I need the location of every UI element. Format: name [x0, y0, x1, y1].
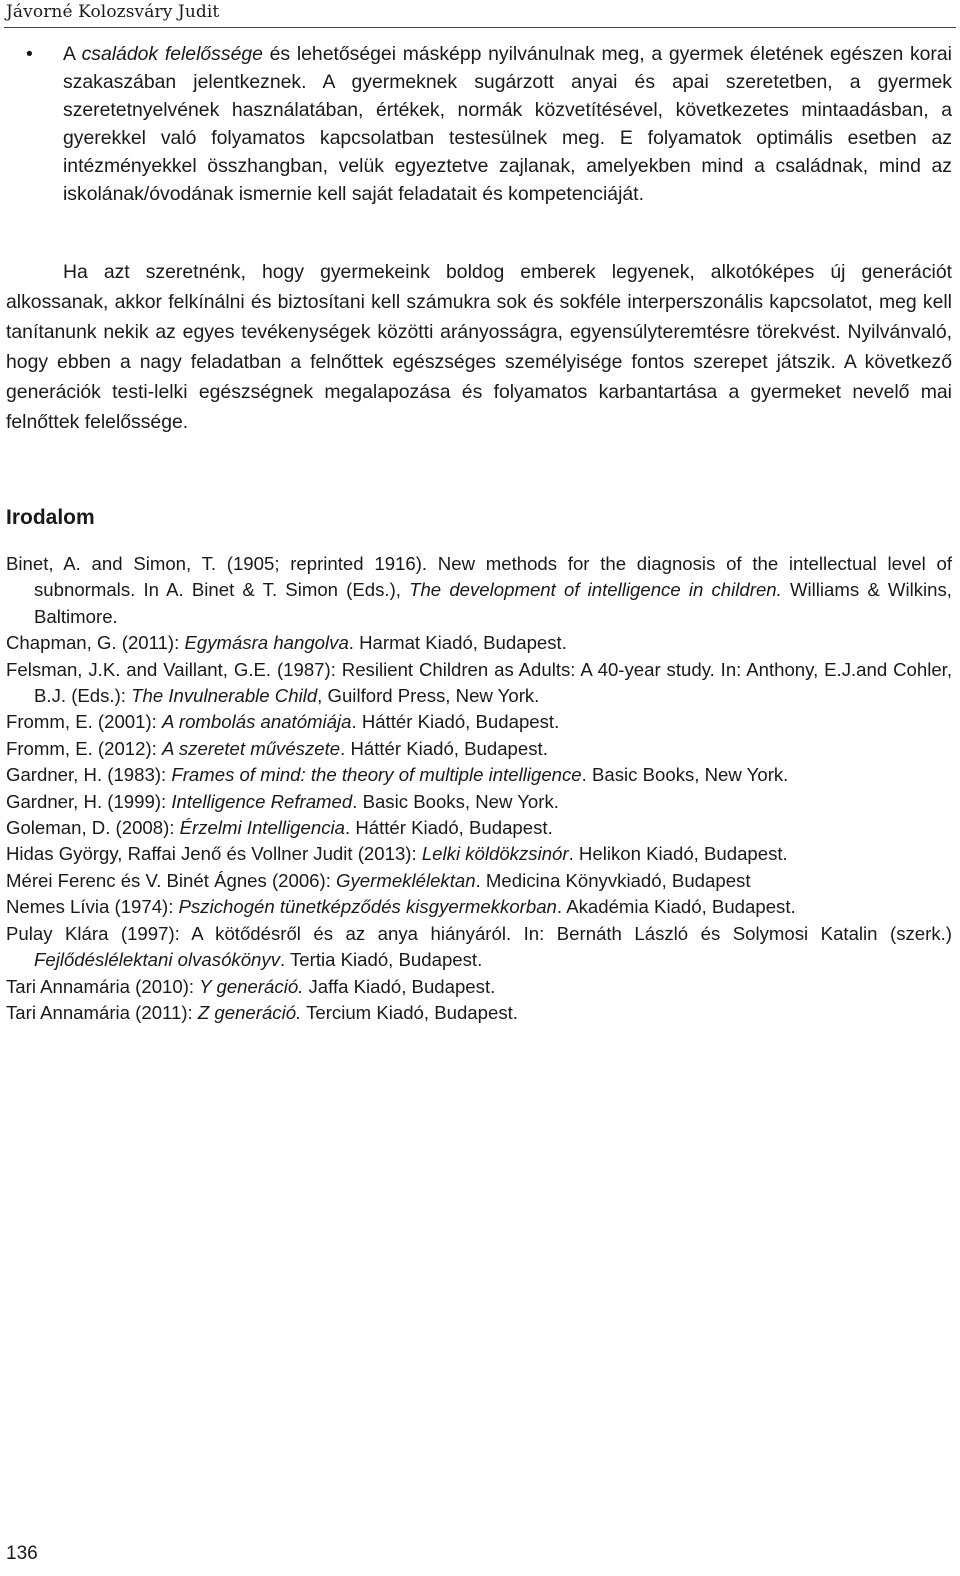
- reference-text: Fromm, E. (2012):: [6, 737, 163, 759]
- reference-title: Z generáció.: [197, 1001, 302, 1023]
- reference-text: Hidas György, Raffai Jenő és Vollner Judit (2013):: [6, 843, 422, 865]
- reference-title: A rombolás anatómiája: [162, 711, 352, 733]
- reference-publisher: . Akadémia Kiadó, Budapest.: [556, 896, 796, 918]
- header-rule: [4, 27, 956, 28]
- reference-publisher: Williams & Wilkins, Baltimore.: [34, 579, 952, 627]
- reference-item: [6, 815, 952, 841]
- reference-item: [6, 762, 952, 788]
- reference-text: Fromm, E. (2001):: [6, 711, 163, 733]
- reference-title: Pszichogén tünetképződés kisgyermekkorban: [178, 896, 557, 918]
- reference-text: Goleman, D. (2008):: [6, 817, 180, 839]
- reference-title: A szeretet művészete: [162, 737, 341, 759]
- reference-item: [6, 868, 952, 894]
- bullet-mark: •: [26, 43, 33, 65]
- reference-text: Pulay Klára (1997): A kötődésről és az anya hiányáról. In: Bernáth László és Solymosi Katalin (szerk.): [6, 922, 952, 944]
- reference-publisher: . Helikon Kiadó, Budapest.: [568, 843, 788, 865]
- reference-text: Gardner, H. (1983):: [6, 764, 172, 786]
- reference-publisher: . Basic Books, New York.: [581, 764, 789, 786]
- reference-publisher: Jaffa Kiadó, Budapest.: [303, 975, 496, 997]
- references-heading: Irodalom: [6, 506, 95, 529]
- reference-publisher: Tercium Kiadó, Budapest.: [301, 1001, 518, 1023]
- bullet-lead-italic: családok felelőssége: [81, 43, 263, 65]
- bullet-paragraph: [6, 40, 952, 208]
- reference-text: Gardner, H. (1999):: [6, 790, 172, 812]
- reference-title: Lelki köldökzsinór: [421, 843, 569, 865]
- reference-publisher: . Medicina Könyvkiadó, Budapest: [475, 869, 751, 891]
- reference-title: Y generáció.: [199, 975, 304, 997]
- body-paragraph: Ha azt szeretnénk, hogy gyermekeink boldog emberek legyenek, alkotóképes új generációt alkossanak, akkor felkínálni és biztosítani kell számukra sok és sokféle interperszonális kapcsolatot, meg kell tanítanunk nekik az egyes tevékenységek közötti arányosságra, egyensúlyteremtésre törekvést. Nyilvánvaló, hogy ebben a nagy feladatban a felnőttek egészséges személyisége fontos szerepet játszik. A következő generációk testi-lelki egészségnek megalapozása és folyamatos karbantartása a gyermeket nevelő mai felnőttek felelőssége.: [6, 261, 952, 433]
- reference-publisher: . Háttér Kiadó, Budapest.: [344, 817, 553, 839]
- reference-publisher: . Basic Books, New York.: [352, 790, 559, 812]
- reference-publisher: . Háttér Kiadó, Budapest.: [340, 737, 548, 759]
- reference-item: [6, 657, 952, 710]
- reference-title: Intelligence Reframed: [171, 790, 353, 812]
- reference-text: Binet, A. and Simon, T. (1905; reprinted 1916). New methods for the diagnosis of the intellectual level of subnormals. In A. Binet & T. Simon (Eds.),: [6, 553, 952, 601]
- reference-publisher: . Háttér Kiadó, Budapest.: [351, 711, 560, 733]
- reference-item: [6, 921, 952, 974]
- reference-title: The development of intelligence in children.: [409, 579, 782, 601]
- reference-item: [6, 709, 952, 735]
- reference-publisher: , Guilford Press, New York.: [317, 685, 540, 707]
- reference-item: [6, 841, 952, 867]
- reference-title: Frames of mind: the theory of multiple intelligence: [171, 764, 582, 786]
- reference-item: [6, 1000, 952, 1026]
- reference-list: [6, 551, 952, 1026]
- reference-text: Nemes Lívia (1974):: [6, 896, 179, 918]
- reference-item: [6, 630, 952, 656]
- reference-text: Tari Annamária (2011):: [6, 1001, 198, 1023]
- reference-item: [6, 894, 952, 920]
- reference-item: [6, 736, 952, 762]
- reference-publisher: . Harmat Kiadó, Budapest.: [348, 632, 567, 654]
- running-head: Jávorné Kolozsváry Judit: [6, 2, 220, 22]
- reference-text: Mérei Ferenc és V. Binét Ágnes (2006):: [6, 869, 337, 891]
- bullet-body: és lehetőségei másképp nyilvánulnak meg, a gyermek életének egészen korai szakaszában jelentkeznek. A gyermeknek sugárzott anyai és apai szeretetben, a gyermek szeretetnyelvének használatában, értékek, normák közvetítésével, következetes mintaadásban, a gyerekkel való folyamatos kapcsolatban testesülnek meg. E folyamatok optimális esetben az intézményekkel összhangban, velük egyeztetve zajlanak, amelyekben mind a családnak, mind az iskolának/óvodának ismernie kell saját feladatait és kompetenciáját.: [63, 43, 952, 205]
- reference-item: [6, 974, 952, 1000]
- page-number: 136: [6, 1543, 38, 1564]
- reference-publisher: . Tertia Kiadó, Budapest.: [280, 949, 483, 971]
- reference-title: The Invulnerable Child: [131, 685, 318, 707]
- reference-item: [6, 789, 952, 815]
- reference-text: Tari Annamária (2010):: [6, 975, 200, 997]
- bullet-text: [63, 40, 952, 208]
- bullet-lead: A: [63, 43, 82, 65]
- reference-title: Egymásra hangolva: [184, 632, 349, 654]
- reference-title: Érzelmi Intelligencia: [179, 817, 345, 839]
- reference-title: Gyermeklélektan: [336, 869, 476, 891]
- reference-text: Chapman, G. (2011):: [6, 632, 185, 654]
- reference-item: [6, 551, 952, 630]
- reference-title: Fejlődéslélektani olvasókönyv: [34, 949, 280, 971]
- reference-text: Felsman, J.K. and Vaillant, G.E. (1987): Resilient Children as Adults: A 40-year study. In: Anthony, E.J.and Cohler, B.J. (Eds.):: [6, 658, 952, 707]
